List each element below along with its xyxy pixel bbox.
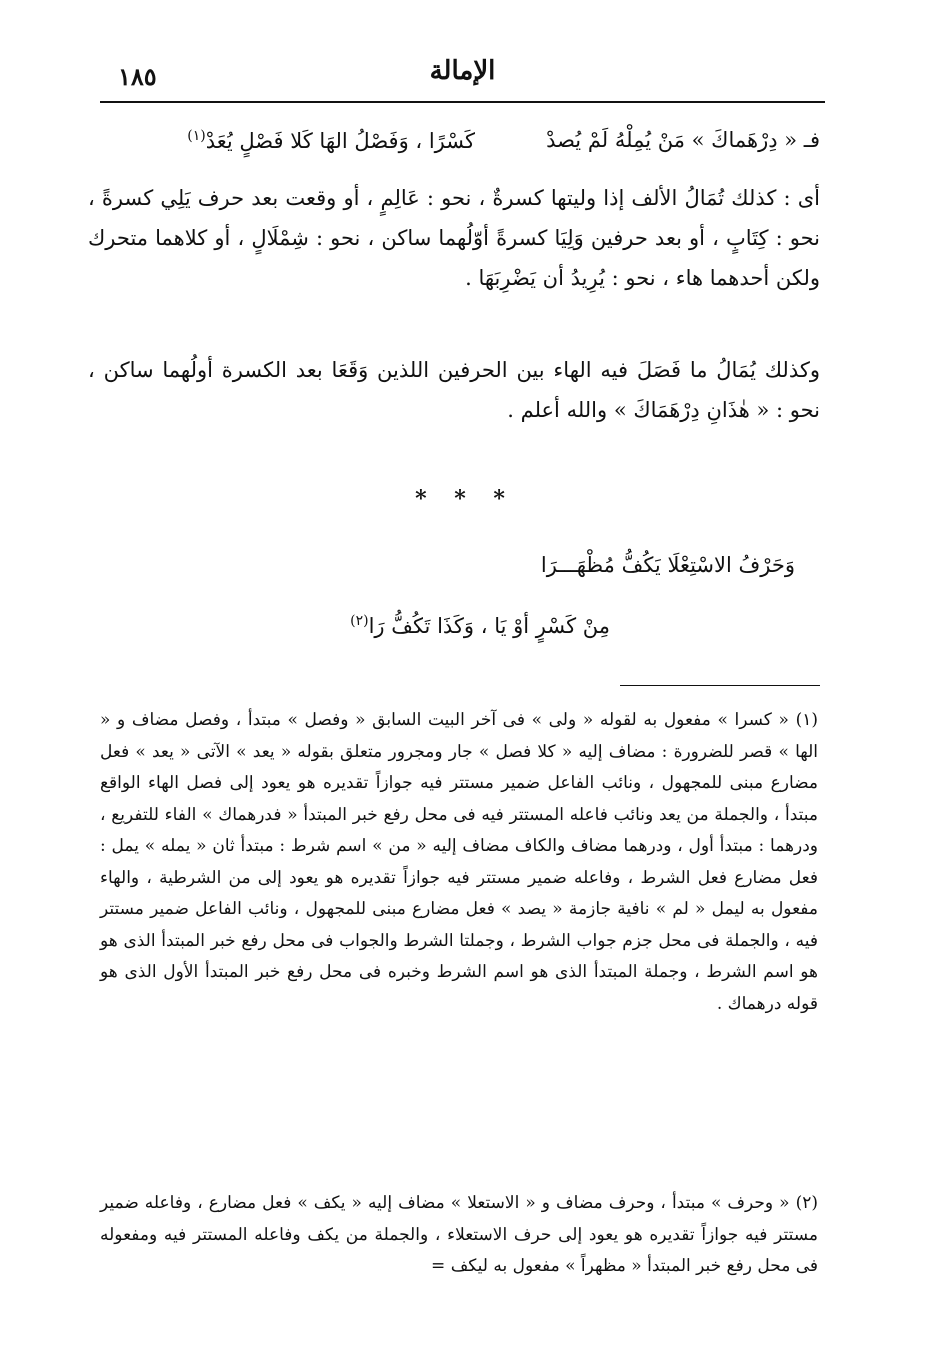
footnote-2-number: (٢) [795, 1193, 818, 1213]
verse1-left-text: كَسْرًا ، وَفَصْلُ الهَا كَلا فَصْلٍ يُعَدْ [205, 129, 475, 153]
running-title: الإمالة [429, 56, 496, 86]
commentary [88, 178, 820, 298]
commentary-paragraph-2: وكذلك يُمَالُ ما فَصَلَ فيه الهاء بين الحرفين اللذين وَقَعَا بعد الكسرة أولُهما ساكن ، نحو : « هٰذَانِ دِرْهَمَاكَ » والله أعلم . [88, 358, 820, 422]
footnote-1 [100, 705, 818, 1020]
footnote-mark-1: (١) [187, 128, 206, 144]
verse1-right-hemistich [546, 128, 820, 152]
footnote-1-number: (١) [795, 710, 818, 730]
footnote-rule [620, 685, 820, 686]
footnote-1-text: « كسرا » مفعول به لقوله « ولى » فى آخر البيت السابق « وفصل » مبتدأ ، وفصل مضاف و « الها » قصر للضرورة : مضاف إليه « كلا فصل » جار ومجرور متعلق بقوله « يعد » الآتى « يعد » فعل مضارع مبنى للمجهول ، ونائب الفاعل ضمير مستتر فيه جوازاً تقديره هو يعود إلى فصل الهاء الواقع مبتدأ ، والجملة من يعد ونائب فاعله المستتر فيه فى محل رفع خبر المبتدأ « فدرهماك » الفاء للتفريع ، ودرهما : مبتدأ أول ، ودرهما مضاف والكاف مضاف إليه « من » اسم شرط : مبتدأ ثان « يمله » يمل : فعل مضارع فعل الشرط ، وفاعله ضمير مستتر فيه جوازاً تقديره هو يعود إلى من الشرطية ، والهاء مفعول به ليمل « لم » نافية جازمة « يصد » فعل مضارع مبنى للمجهول ، ونائب الفاعل ضمير مستتر فيه ، والجملة فى محل جزم جواب الشرط ، وجملتا الشرط والجواب فى محل رفع خبر المبتدأ الذى هو هو اسم الشرط ، وجملة المبتدأ الذى هو اسم الشرط وخبره فى محل رفع خبر المبتدأ الأول الذى هو قوله درهماك . [100, 710, 818, 1014]
section-separator: * * * [415, 486, 515, 512]
verse2-first-hemistich [541, 553, 795, 577]
page-number: ١٨٥ [118, 62, 157, 91]
commentary-2 [88, 350, 820, 430]
verse2-second-text: مِنْ كَسْرٍ أوْ يَا ، وَكَذَا تَكُفُّ رَا [368, 614, 610, 638]
verse1-right-text: فـ « دِرْهَماكَ » مَنْ يُمِلْهُ لَمْ يُصدْ [546, 128, 820, 152]
header-rule [100, 101, 825, 103]
footnote-mark-2: (٢) [350, 613, 369, 629]
footnote-2 [100, 1188, 818, 1283]
page-header [100, 50, 825, 100]
footnote-2-text: « وحرف » مبتدأ ، وحرف مضاف و « الاستعلا » مضاف إليه « يكف » فعل مضارع ، وفاعله ضمير مستتر فيه جوازاً تقديره هو يعود إلى حرف الاستعلاء ، والجملة من يكف وفاعله المستتر فيه ومفعوله فى محل رفع خبر المبتدأ « مظهراً » مفعول به ليكف = [100, 1193, 818, 1276]
verse2-first-text: وَحَرْفُ الاسْتِعْلَا يَكُفُّ مُظْهَـــرَا [540, 553, 795, 577]
verse1-left-hemistich [187, 128, 475, 153]
verse2-second-hemistich [350, 613, 610, 638]
commentary-paragraph-1: أى : كذلك تُمَالُ الألف إذا وليتها كسرةٌ ، نحو : عَالِمٍ ، أو وقعت بعد حرف يَلِي كسرةً ، نحو : كِتَابٍ ، أو بعد حرفين وَلِيَا كسرةً أوّلُهما ساكن ، نحو : شِمْلَالٍ ، أو كلاهما متحرك ولكن أحدهما هاء ، نحو : يُرِيدُ أن يَضْرِبَهَا . [88, 186, 820, 290]
